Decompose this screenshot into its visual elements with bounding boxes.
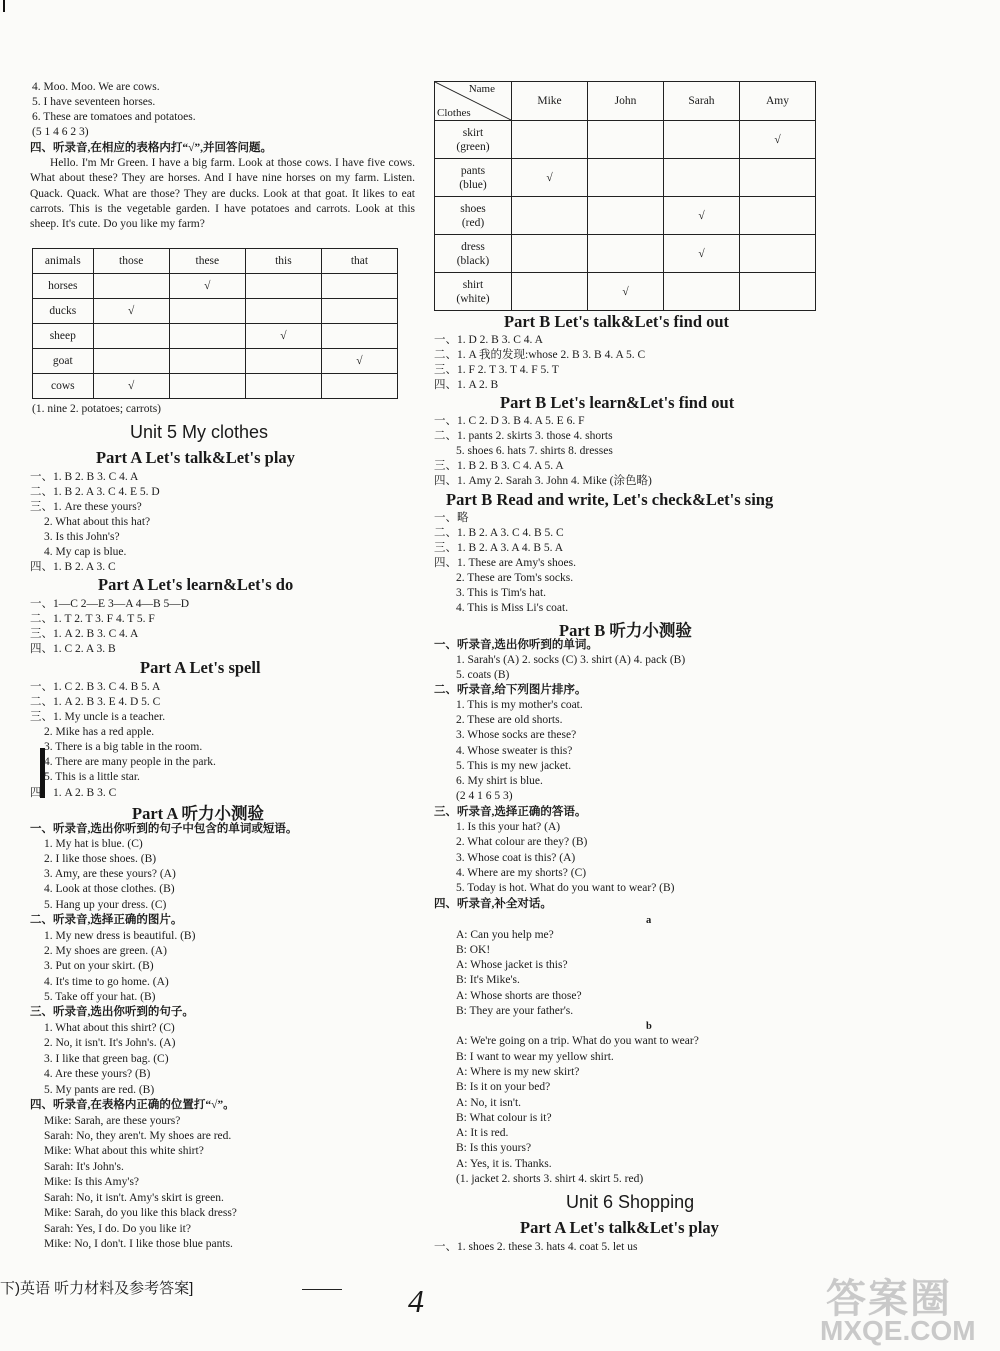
answer-line: 二、1. pants 2. skirts 3. those 4. shorts [434, 430, 613, 442]
dialog-line: Mike: What about this white shirt? [44, 1145, 204, 1157]
page-footer: 下)英语 听力材料及参考答案] [0, 1280, 194, 1297]
watermark [820, 1271, 992, 1351]
check-cell [321, 374, 397, 399]
check-cell [245, 374, 321, 399]
row-label: sheep [33, 324, 94, 349]
check-cell: √ [739, 121, 815, 159]
answer-line: 2. No, it isn't. It's John's. (A) [44, 1037, 176, 1049]
dialog-line: B: They are your father's. [456, 1005, 574, 1017]
dialog-line: Sarah: Yes, I do. Do you like it? [44, 1223, 191, 1235]
table-header: Amy [739, 82, 815, 121]
answer-line: 2. My shoes are green. (A) [44, 945, 167, 957]
check-cell [588, 159, 664, 197]
check-cell [93, 349, 169, 374]
dialog-line: B: Is it on your bed? [456, 1081, 551, 1093]
footer-rule [302, 1289, 342, 1290]
table-header: these [169, 249, 245, 274]
check-cell [588, 197, 664, 235]
table-row [435, 273, 816, 311]
answer-line: 四、1. These are Amy's shoes. [434, 557, 576, 569]
answer-line: 4. Whose sweater is this? [456, 745, 573, 757]
answer-line: 一、1. shoes 2. these 3. hats 4. coat 5. let us [434, 1241, 638, 1253]
unit-title: Unit 5 My clothes [130, 422, 269, 442]
watermark-url: MXQE.COM [820, 1315, 976, 1346]
section-title: 三、听录音,选出你听到的句子。 [30, 1006, 194, 1018]
check-cell [663, 121, 739, 159]
dialog-line: B: What colour is it? [456, 1112, 552, 1124]
answer-line: 5. Take off your hat. (B) [44, 991, 156, 1003]
answer-line: 三、1. A 2. B 3. C 4. A [30, 628, 139, 640]
check-cell [93, 274, 169, 299]
answer-line: 4. Are these yours? (B) [44, 1068, 151, 1080]
part-title: Part A 听力小测验 [132, 804, 264, 823]
check-cell: √ [93, 299, 169, 324]
table-row [435, 121, 816, 159]
answer-line: 5. Hang up your dress. (C) [44, 899, 167, 911]
answer-line: 2. These are Tom's socks. [456, 572, 574, 584]
table-row [33, 349, 398, 374]
dialog-line: A: Whose shorts are those? [456, 990, 582, 1002]
dialog-line: Mike: No, I don't. I like those blue pants. [44, 1238, 233, 1250]
farm-table [32, 248, 398, 399]
answer-line: 2. I like those shoes. (B) [44, 853, 157, 865]
item-color: (white) [456, 292, 490, 305]
answer-line: 一、1. C 2. B 3. C 4. B 5. A [30, 681, 161, 693]
check-cell: √ [663, 197, 739, 235]
answer-line: 4. There are many people in the park. [44, 756, 216, 768]
dialog-line: A: Where is my new skirt? [456, 1066, 580, 1078]
part-title: Part A Let's spell [140, 658, 261, 677]
answer-line: 一、1. C 2. D 3. B 4. A 5. E 6. F [434, 415, 585, 427]
row-label [435, 273, 512, 311]
answer-line: 4. Look at those clothes. (B) [44, 883, 175, 895]
answer-line: 5. This is my new jacket. [456, 760, 572, 772]
check-cell [512, 197, 588, 235]
corner-bottom-label: Clothes [437, 107, 471, 119]
check-cell [93, 324, 169, 349]
answer-line: 三、1. B 2. A 3. A 4. B 5. A [434, 542, 564, 554]
item-name: shoes [460, 202, 486, 215]
farm-paragraph: Hello. I'm Mr Green. I have a big farm. Look at those cows. I have five cows. What about these? They are horses. And I have nine horses on my farm. Listen. Quack. Quack. What are those? They are ducks. Look at that goat. It likes to eat carrots. This is the vegetable garden. I have potatoes and carrots. Look at this sheep. It's cute. Do you like my farm? [30, 157, 415, 231]
answer-line: 5. shoes 6. hats 7. shirts 8. dresses [456, 445, 613, 457]
corner-top-label: Name [468, 83, 495, 95]
check-cell [245, 349, 321, 374]
answer-line: 3. Whose coat is this? (A) [456, 852, 576, 864]
item-name: shirt [462, 278, 484, 291]
text-line: 4. Moo. Moo. We are cows. [32, 81, 160, 93]
dialog-line: A: It is red. [456, 1127, 509, 1139]
answer-line: 3. There is a big table in the room. [44, 741, 203, 753]
part-title: Part B Let's learn&Let's find out [500, 393, 735, 412]
clothes-table [434, 81, 816, 311]
text-line: 5. I have seventeen horses. [32, 96, 156, 108]
check-cell: √ [93, 374, 169, 399]
answer-line: 三、1. My uncle is a teacher. [30, 711, 166, 723]
dialog-line: Sarah: No, it isn't. Amy's skirt is green. [44, 1192, 224, 1204]
page-number: 4 [408, 1283, 424, 1319]
check-cell [245, 299, 321, 324]
unit-title: Unit 6 Shopping [566, 1192, 695, 1212]
dialog-label: b [646, 1021, 652, 1032]
check-cell [321, 299, 397, 324]
answer-line: 二、1. T 2. T 3. F 4. T 5. F [30, 613, 155, 625]
table-header: this [245, 249, 321, 274]
answer-line: 5. My pants are red. (B) [44, 1084, 155, 1096]
item-name: pants [460, 164, 486, 177]
table-row [435, 235, 816, 273]
scan-mark [3, 0, 5, 12]
dialog-line: Mike: Is this Amy's? [44, 1176, 140, 1188]
check-cell [739, 159, 815, 197]
table-corner [435, 82, 512, 121]
answer-line: 4. This is Miss Li's coat. [456, 602, 569, 614]
check-cell [321, 324, 397, 349]
part-title: Part A Let's talk&Let's play [96, 448, 295, 467]
answer-line: 3. Is this John's? [44, 531, 120, 543]
section-title: 二、听录音,给下列图片排序。 [434, 684, 587, 696]
answer-line: 三、1. F 2. T 3. T 4. F 5. T [434, 364, 559, 376]
section-title: 一、听录音,选出你听到的单词。 [434, 639, 598, 651]
dialog-line: Mike: Sarah, are these yours? [44, 1115, 181, 1127]
answer-line: 1. Sarah's (A) 2. socks (C) 3. shirt (A) 4. pack (B) [456, 654, 686, 666]
section-title: 四、听录音,在表格内正确的位置打“√”。 [30, 1099, 235, 1111]
item-color: (green) [456, 140, 490, 153]
dialog-line: A: Yes, it is. Thanks. [456, 1158, 552, 1170]
dialog-line: A: Can you help me? [456, 929, 554, 941]
check-cell [169, 324, 245, 349]
check-cell: √ [588, 273, 664, 311]
section-title: 一、听录音,选出你听到的句子中包含的单词或短语。 [30, 823, 298, 835]
row-label: cows [33, 374, 94, 399]
answer-line: (2 4 1 6 5 3) [456, 790, 513, 802]
check-cell [512, 121, 588, 159]
part-title: Part A Let's learn&Let's do [98, 575, 294, 594]
check-cell [588, 235, 664, 273]
row-label: ducks [33, 299, 94, 324]
table-row [435, 197, 816, 235]
item-name: skirt [462, 126, 484, 139]
row-label [435, 197, 512, 235]
answer-line: 6. My shirt is blue. [456, 775, 543, 787]
text-line: (5 1 4 6 2 3) [32, 126, 89, 138]
table-row [33, 299, 398, 324]
check-cell [588, 121, 664, 159]
answer-line: 3. Put on your skirt. (B) [44, 960, 154, 972]
answer-line: 1. Is this your hat? (A) [456, 821, 561, 833]
check-cell [169, 299, 245, 324]
answer-line: 二、1. B 2. A 3. C 4. B 5. C [434, 527, 564, 539]
dialog-line: A: Whose jacket is this? [456, 959, 568, 971]
answer-line: (1. nine 2. potatoes; carrots) [32, 403, 162, 415]
answer-line: 一、1. D 2. B 3. C 4. A [434, 334, 543, 346]
row-label [435, 121, 512, 159]
row-label [435, 235, 512, 273]
table-header: those [93, 249, 169, 274]
check-cell [321, 274, 397, 299]
answer-line: 3. I like that green bag. (C) [44, 1053, 169, 1065]
check-cell: √ [512, 159, 588, 197]
answer-line: 三、1. B 2. B 3. C 4. A 5. A [434, 460, 564, 472]
dialog-line: Mike: Sarah, do you like this black dress? [44, 1207, 237, 1219]
answer-line: (1. jacket 2. shorts 3. shirt 4. skirt 5. red) [456, 1173, 644, 1185]
section-title: 四、听录音,补全对话。 [434, 898, 552, 910]
answer-line: 2. What colour are they? (B) [456, 836, 588, 848]
check-cell: √ [245, 324, 321, 349]
text-line: 6. These are tomatoes and potatoes. [32, 111, 196, 123]
table-row [33, 274, 398, 299]
check-cell [512, 235, 588, 273]
table-header: Mike [512, 82, 588, 121]
table-header: Sarah [663, 82, 739, 121]
answer-line: 二、1. B 2. A 3. C 4. E 5. D [30, 486, 160, 498]
part-title: Part B Read and write, Let's check&Let's sing [446, 490, 774, 509]
dialog-line: Sarah: It's John's. [44, 1161, 124, 1173]
dialog-line: B: It's Mike's. [456, 974, 520, 986]
dialog-line: B: I want to wear my yellow shirt. [456, 1051, 614, 1063]
item-color: (black) [456, 254, 490, 267]
answer-line: 5. Today is hot. What do you want to wear? (B) [456, 882, 675, 894]
item-color: (red) [461, 216, 485, 229]
table-row [33, 324, 398, 349]
answer-line: 四、1. C 2. A 3. B [30, 643, 116, 655]
answer-line: 四、1. A 2. B [434, 379, 499, 391]
answer-line: 4. Where are my shorts? (C) [456, 867, 587, 879]
answer-line: 四、1. A 2. B 3. C [30, 787, 117, 799]
answer-line: 1. My hat is blue. (C) [44, 838, 143, 850]
row-label: goat [33, 349, 94, 374]
answer-line: 5. This is a little star. [44, 771, 140, 783]
row-label [435, 159, 512, 197]
answer-line: 2. Mike has a red apple. [44, 726, 155, 738]
answer-line: 四、1. Amy 2. Sarah 3. John 4. Mike (涂色略) [434, 475, 652, 487]
answer-line: 一、1—C 2—E 3—A 4—B 5—D [30, 598, 190, 610]
table-row [435, 159, 816, 197]
check-cell [663, 159, 739, 197]
dialog-line: B: Is this yours? [456, 1142, 532, 1154]
dialog-line: Sarah: No, they aren't. My shoes are red. [44, 1130, 232, 1142]
check-cell [739, 197, 815, 235]
check-cell [169, 374, 245, 399]
row-label: horses [33, 274, 94, 299]
check-cell: √ [169, 274, 245, 299]
check-cell [739, 235, 815, 273]
check-cell [245, 274, 321, 299]
table-row [33, 374, 398, 399]
answer-line: 一、略 [434, 512, 469, 524]
part-title: Part B Let's talk&Let's find out [504, 312, 730, 331]
answer-line: 三、1. Are these yours? [30, 501, 142, 513]
answer-line: 一、1. B 2. B 3. C 4. A [30, 471, 139, 483]
answer-line: 二、1. A 2. B 3. E 4. D 5. C [30, 696, 161, 708]
dialog-label: a [646, 915, 652, 926]
table-header: John [588, 82, 664, 121]
item-name: dress [461, 240, 485, 253]
dialog-line: B: OK! [456, 944, 491, 956]
answer-line: 1. My new dress is beautiful. (B) [44, 930, 196, 942]
part-title: Part A Let's talk&Let's play [520, 1218, 719, 1237]
watermark-logo: 答案圈 [826, 1276, 952, 1322]
answer-line: 2. What about this hat? [44, 516, 151, 528]
dialog-line: A: We're going on a trip. What do you want to wear? [456, 1035, 699, 1047]
answer-line: 1. This is my mother's coat. [456, 699, 583, 711]
answer-line: 四、1. B 2. A 3. C [30, 561, 116, 573]
answer-line: 2. These are old shorts. [456, 714, 563, 726]
check-cell: √ [321, 349, 397, 374]
check-cell: √ [663, 235, 739, 273]
item-color: (blue) [459, 178, 487, 191]
table-header: animals [33, 249, 94, 274]
answer-line: 4. My cap is blue. [44, 546, 127, 558]
answer-line: 4. It's time to go home. (A) [44, 976, 169, 988]
dialog-line: A: No, it isn't. [456, 1097, 522, 1109]
answer-line: 3. Amy, are these yours? (A) [44, 868, 176, 880]
table-header: that [321, 249, 397, 274]
check-cell [739, 273, 815, 311]
section-title: 三、听录音,选择正确的答语。 [434, 806, 587, 818]
part-title: Part B 听力小测验 [559, 621, 692, 640]
check-cell [512, 273, 588, 311]
section-title: 四、听录音,在相应的表格内打“√”,并回答问题。 [30, 142, 273, 154]
answer-line: 1. What about this shirt? (C) [44, 1022, 175, 1034]
answer-line: 二、1. A 我的发现:whose 2. B 3. B 4. A 5. C [434, 349, 646, 361]
answer-line: 3. Whose socks are these? [456, 729, 577, 741]
section-title: 二、听录音,选择正确的图片。 [30, 914, 183, 926]
answer-line: 3. This is Tim's hat. [456, 587, 547, 599]
check-cell [169, 349, 245, 374]
answer-line: 5. coats (B) [456, 669, 510, 681]
check-cell [663, 273, 739, 311]
